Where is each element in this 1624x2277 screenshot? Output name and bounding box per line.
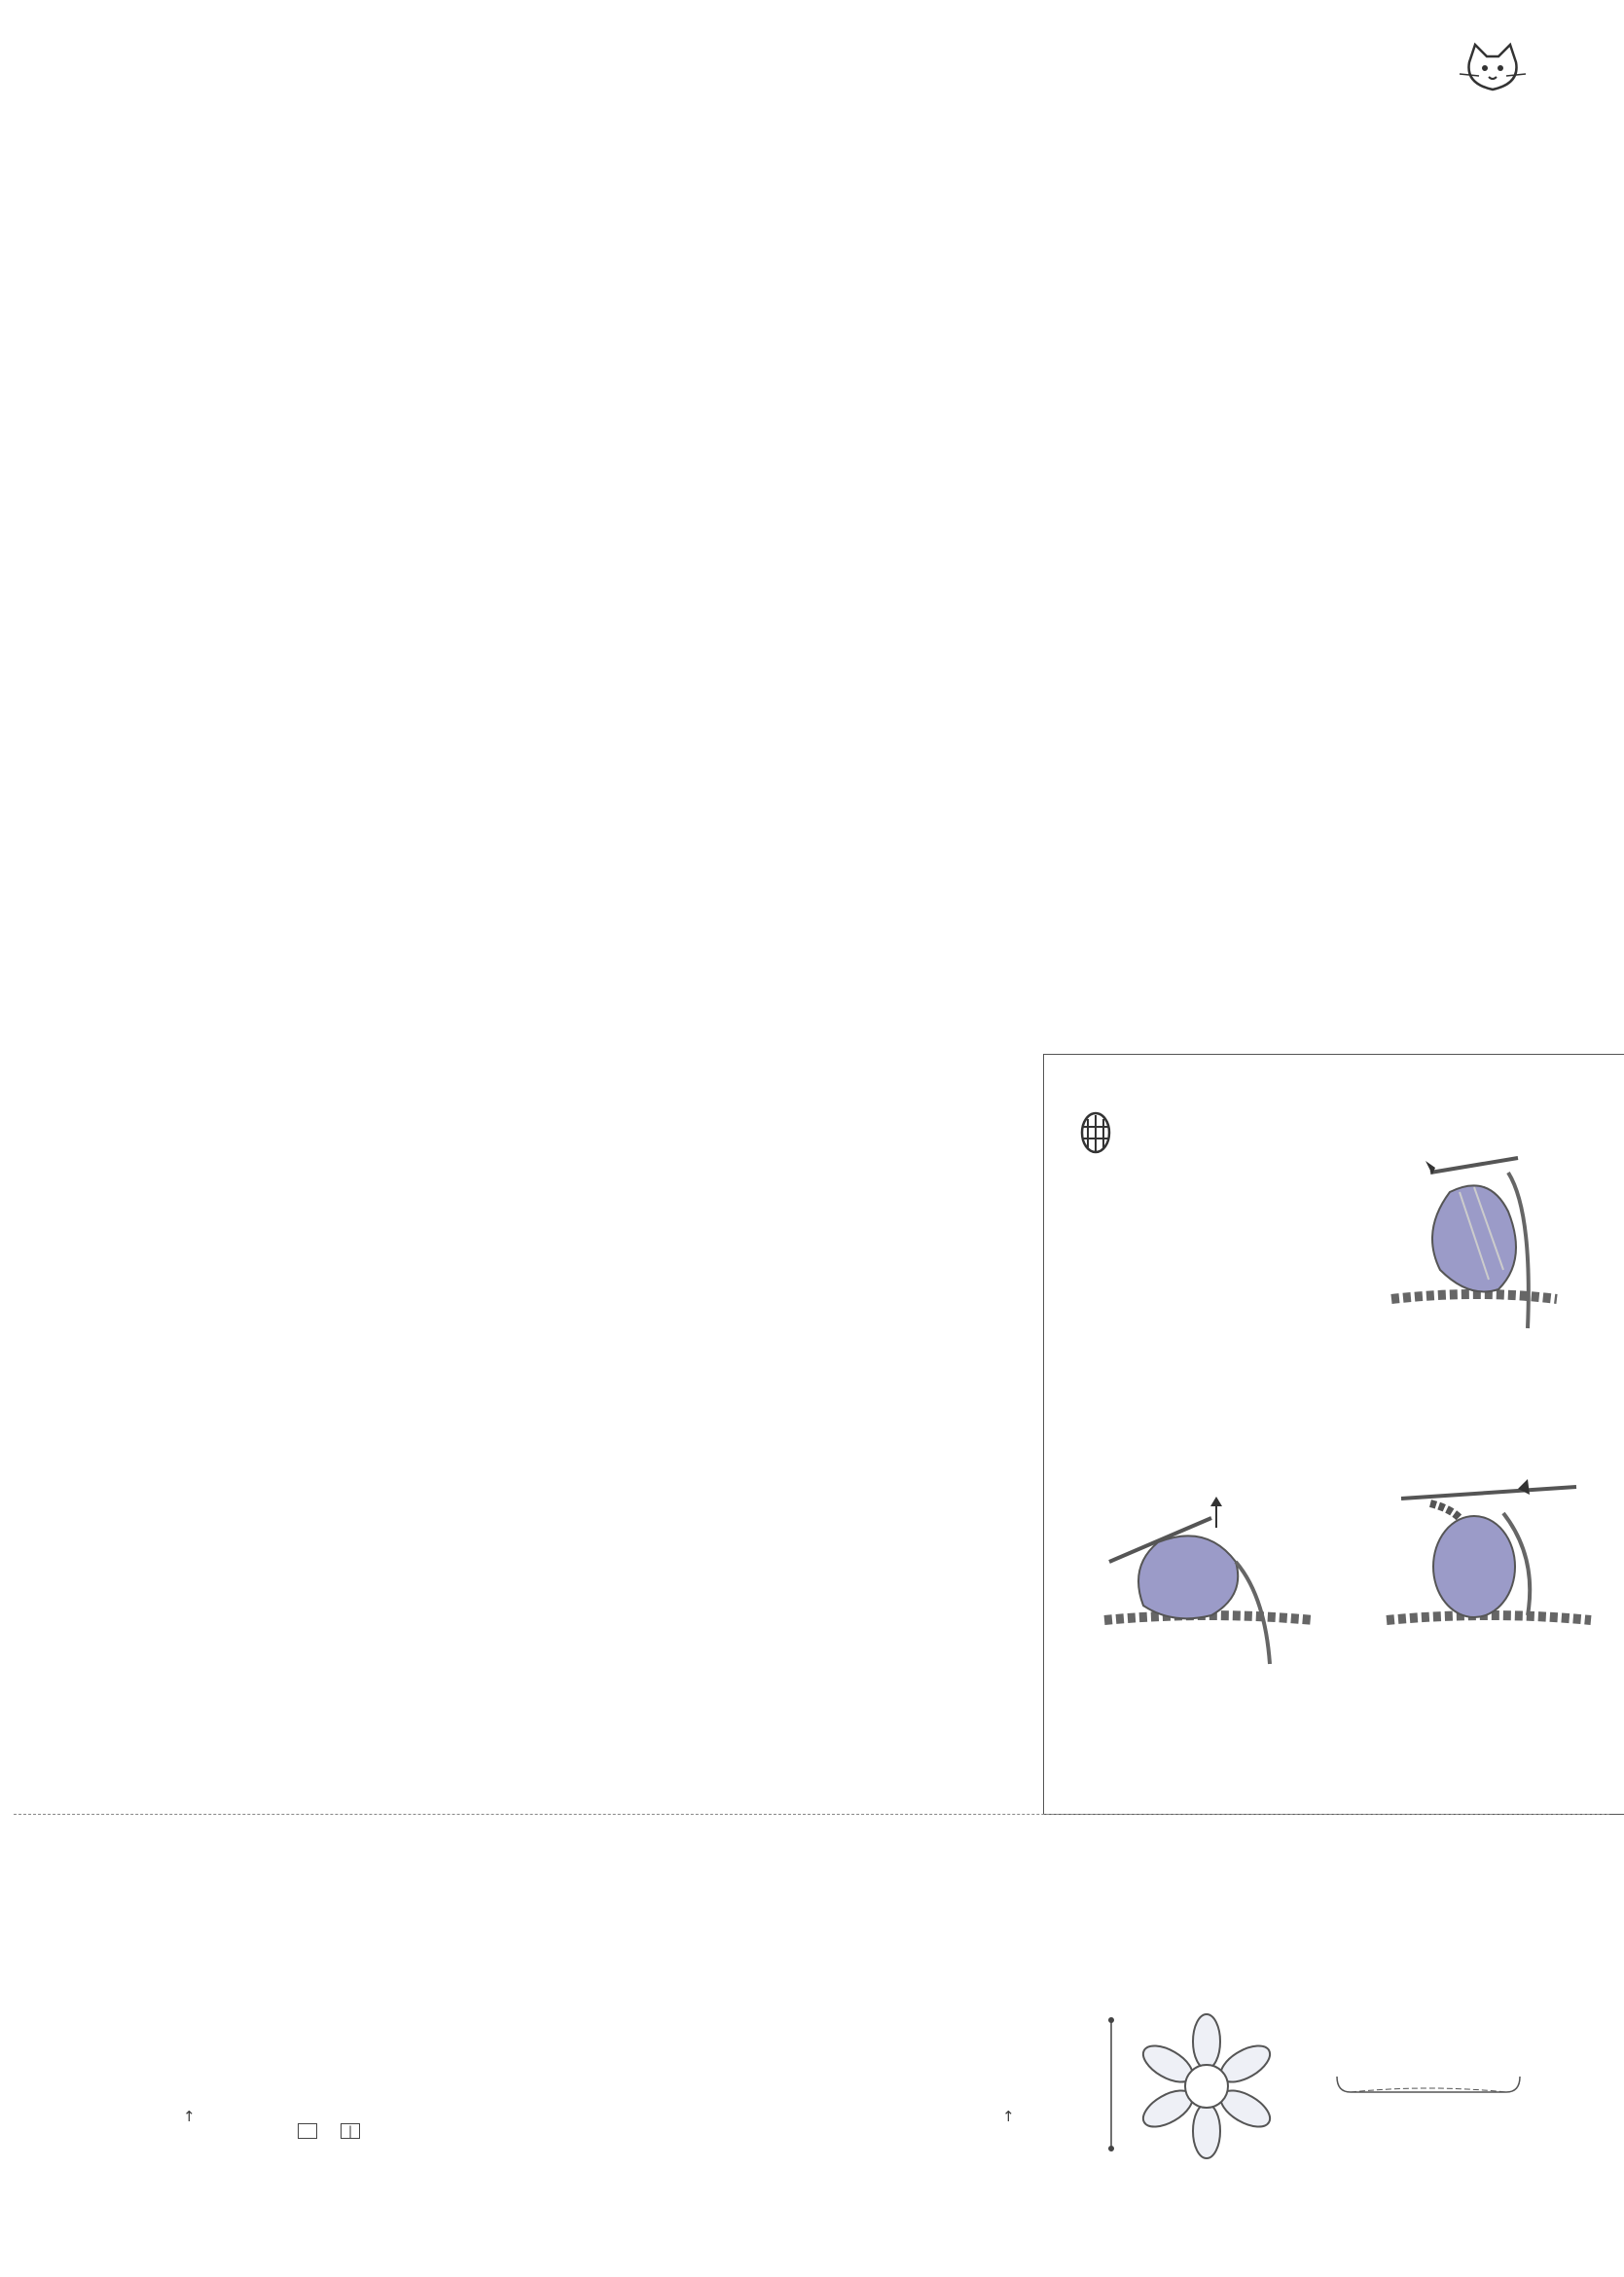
knitting-pattern-grid — [165, 1898, 1041, 2092]
knit-stitch-icon: | — [341, 2123, 360, 2139]
dimension-line-icon — [1101, 2016, 1121, 2152]
flower-decoration-icon — [1129, 2008, 1284, 2164]
up-arrow-start-icon: ↑ — [1002, 2108, 1015, 2125]
blank-cell-icon — [298, 2123, 317, 2139]
crochet-chart-top — [0, 0, 1624, 934]
up-arrow-icon: ↑ — [183, 2108, 196, 2125]
popcorn-step3-illustration — [1382, 1460, 1596, 1644]
popcorn-step1-illustration — [1382, 1153, 1576, 1348]
popcorn-step2-illustration — [1100, 1489, 1323, 1674]
cord-chain-icon — [1331, 2071, 1526, 2110]
crochet-chart-back-yoke — [0, 934, 837, 1752]
section-divider — [14, 1814, 1609, 1815]
popcorn-stitch-symbol-icon — [1076, 1109, 1125, 1164]
